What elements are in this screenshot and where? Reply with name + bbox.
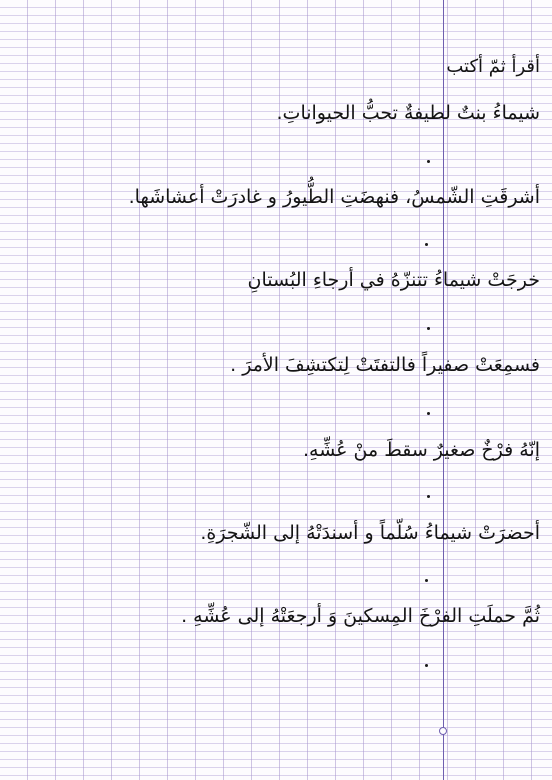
- sentence-6: أحضرَتْ شيماءُ سُلّماً و أسندَتْهُ إلى الشّجرَةِ.: [200, 522, 540, 544]
- writing-line-marker: [427, 160, 430, 163]
- margin-hole-mark: [439, 727, 447, 735]
- sentence-4: فسمِعَتْ صفيراً فالتفتَتْ لِتكتشِفَ الأمرَ .: [230, 354, 540, 376]
- sentence-3: خرجَتْ شيماءُ تتنزّهُ في أرجاءِ البُستانِ: [247, 269, 540, 291]
- worksheet-heading: أقرأ ثمّ أكتب: [446, 56, 540, 77]
- sentence-5: إنّهُ فرْخٌ صغيرٌ سقطَ منْ عُشِّهِ.: [302, 439, 540, 461]
- writing-line-marker: [427, 327, 430, 330]
- writing-line-marker: [425, 243, 428, 246]
- writing-line-marker: [425, 579, 428, 582]
- writing-line-marker: [427, 412, 430, 415]
- sentence-7: ثُمَّ حملَتِ الفرْخَ المِسكينَ وَ أرجعَتْهُ إلى عُشِّهِ .: [181, 605, 540, 627]
- writing-line-marker: [425, 664, 428, 667]
- sentence-1: شيماءُ بنتٌ لطيفةٌ تحبُّ الحيواناتِ.: [276, 102, 540, 124]
- writing-line-marker: [427, 495, 430, 498]
- sentence-2: أشرقَتِ الشّمسُ، فنهضَتِ الطُّيورُ و غادرَتْ أعشاشَها.: [128, 186, 540, 208]
